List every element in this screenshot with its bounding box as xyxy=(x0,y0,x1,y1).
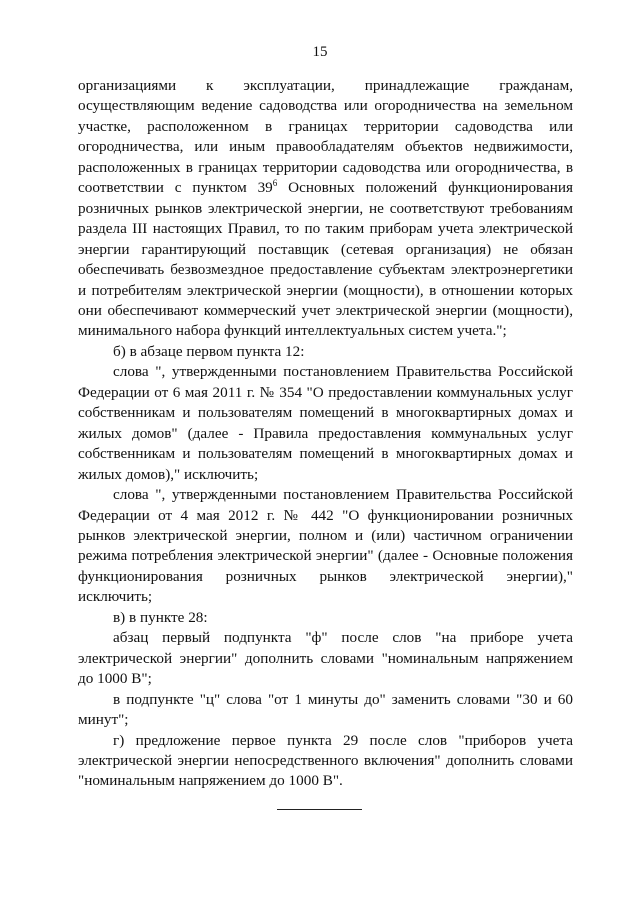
superscript-index: 6 xyxy=(272,178,278,189)
paragraph-amendment-1: слова ", утвержденными постановлением Правительства Российской Федерации от 6 мая 2011 г. № 354 "О предоставлении коммунальных услуг собственникам и пользователям помещений в многоквартирных домах и жилых домов" (далее - Правила предоставления коммунальных услуг собственникам и пользователям помещений в многоквартирных домах и жилых домов)," исключить; xyxy=(78,363,573,483)
paragraph-amendment-3: абзац первый подпункта "ф" после слов "на приборе учета электрической энергии" дополнить словами "номинальным напряжением до 1000 В"; xyxy=(78,629,573,688)
paragraph-continuation xyxy=(78,76,573,342)
document-body xyxy=(78,76,573,792)
paragraph-subitem-g: г) предложение первое пункта 29 после слов "приборов учета электрической энергии непосредственного включения" дополнить словами "номинальным напряжением до 1000 В". xyxy=(78,731,573,790)
paragraph-text: организациями к эксплуатации, принадлежащие гражданам, осуществляющим ведение садоводства или огородничества на земельном участке, расположенном в границах территории садоводства или огородничества, или иным правообладателям объектов недвижимости, расположенных в границах территории садоводства или огородничества, в соответствии с пунктом 39 xyxy=(78,77,573,197)
paragraph-subitem-b: б) в абзаце первом пункта 12: xyxy=(113,342,305,360)
paragraph-subitem-v: в) в пункте 28: xyxy=(113,608,208,626)
end-of-text-rule xyxy=(277,809,362,810)
paragraph-amendment-2: слова ", утвержденными постановлением Правительства Российской Федерации от 4 мая 2012 г. № 442 "О функционировании розничных рынков электрической энергии, полном и (или) частичном ограничении режима потребления электрической энергии" (далее - Основные положения функционирования розничных рынков электрической энергии)," исключить; xyxy=(78,486,573,606)
paragraph-amendment-4: в подпункте "ц" слова "от 1 минуты до" заменить словами "30 и 60 минут"; xyxy=(78,690,573,729)
page-number: 15 xyxy=(312,44,328,60)
paragraph-text: Основных положений функционирования розничных рынков электрической энергии, не соответствуют требованиям раздела III настоящих Правил, то по таким приборам учета электрической энергии гарантирующий поставщик (сетевая организация) не обязан обеспечивать безвозмездное предоставление субъектам электроэнергетики и потребителям электрической энергии (мощности), в отношении которых они обеспечивают коммерческий учет электрической энергии (мощности), минимального набора функций интеллектуальных систем учета."; xyxy=(78,179,573,340)
